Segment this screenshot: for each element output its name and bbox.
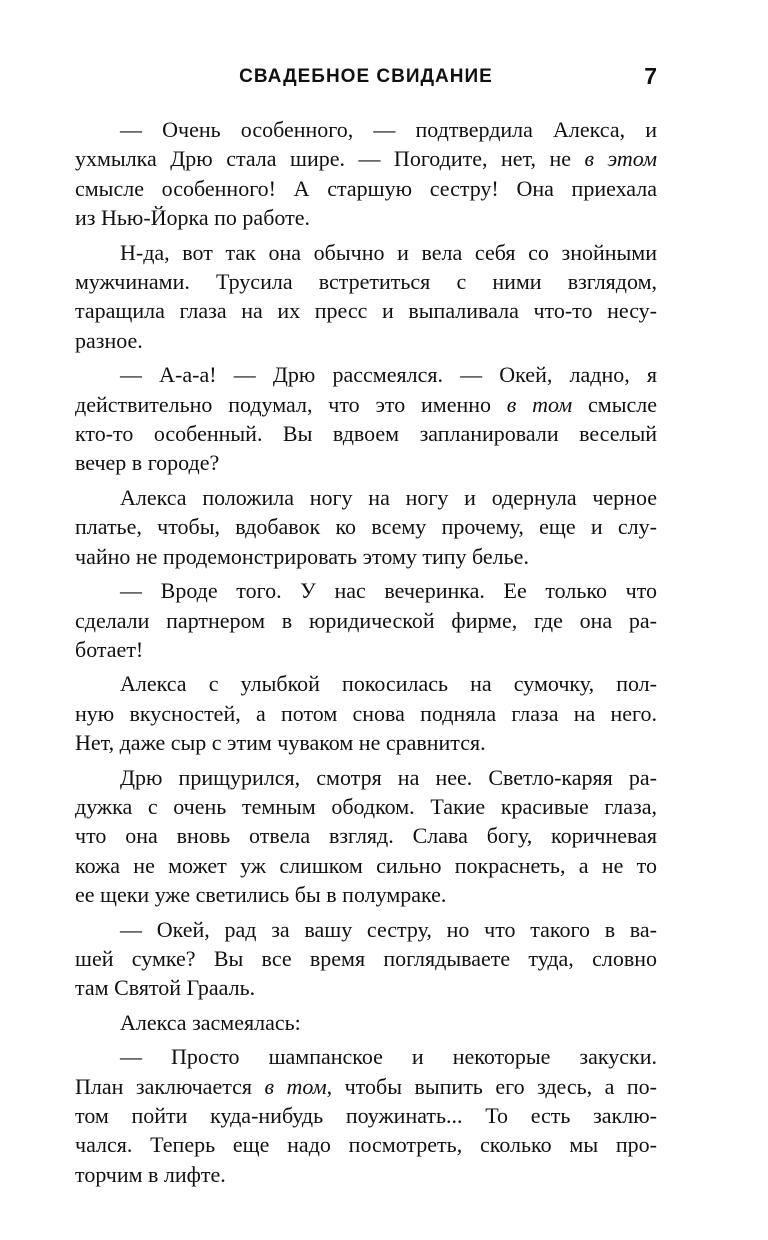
text-line: торчим в лифте.	[75, 1161, 226, 1187]
paragraph	[75, 915, 657, 1003]
body-text	[75, 115, 657, 1194]
text-line: Нет, даже сыр с этим чуваком не сравнится.	[75, 730, 486, 756]
paragraph	[75, 238, 657, 356]
text-line: из Нью-Йорка по работе.	[75, 205, 310, 231]
text-line: — Вроде того. У нас вечеринка. Ее только что	[120, 578, 657, 604]
text-line: таращила глаза на их пресс и выпаливала что-то несу-	[75, 298, 657, 324]
text-line: чайно не продемонстрировать этому типу белье.	[75, 543, 529, 569]
text-line: кожа не может уж слишком сильно покраснеть, а не то	[75, 852, 657, 878]
paragraph	[75, 360, 657, 478]
text-line: — Окей, рад за вашу сестру, но что такого в ва-	[120, 916, 657, 942]
running-header	[75, 58, 657, 98]
text-line: вечер в городе?	[75, 450, 220, 476]
page-number: 7	[644, 63, 657, 89]
text-line: Алекса засмеялась:	[120, 1009, 301, 1035]
text-line: дужка с очень темным ободком. Такие красивые глаза,	[75, 793, 657, 819]
text-line: ную вкусностей, а потом снова подняла глаза на него.	[75, 700, 657, 726]
text-line: Алекса с улыбкой покосилась на сумочку, пол-	[120, 671, 657, 697]
paragraph	[75, 1008, 657, 1037]
emphasis-text: в этом	[584, 146, 657, 172]
paragraph	[75, 576, 657, 664]
text-line: — А-а-а! — Дрю рассмеялся. — Окей, ладно, я	[120, 362, 657, 388]
text-line: мужчинами. Трусила встретиться с ними взглядом,	[75, 269, 657, 295]
text-line: том пойти куда-нибудь поужинать... То есть заклю-	[75, 1103, 657, 1128]
paragraph	[75, 1042, 657, 1189]
text-line: платье, чтобы, вдобавок ко всему прочему, еще и слу-	[75, 514, 657, 540]
paragraph	[75, 669, 657, 757]
text-line: там Святой Грааль.	[75, 975, 256, 1001]
text-line: сделали партнером в юридической фирме, где она ра-	[75, 607, 657, 633]
text-line: шей сумке? Вы все время поглядываете туда, словно	[75, 945, 657, 971]
paragraph	[75, 483, 657, 571]
text-line: Алекса положила ногу на ногу и одернула черное	[120, 484, 657, 510]
paragraph	[75, 115, 657, 233]
emphasis-text: в том	[264, 1073, 327, 1099]
text-line: ее щеки уже светились бы в полумраке.	[75, 882, 447, 908]
paragraph	[75, 763, 657, 910]
text-line: разное.	[75, 327, 143, 353]
text-line: Дрю прищурился, смотря на нее. Светло-каряя ра-	[120, 764, 657, 790]
text-line: — Очень особенного, — подтвердила Алекса, и	[120, 117, 657, 142]
text-line: План заключается в том, чтобы выпить его здесь, а по-	[75, 1073, 658, 1099]
text-line: смысле особенного! А старшую сестру! Она приехала	[75, 175, 657, 201]
text-line: Н-да, вот так она обычно и вела себя со знойными	[120, 239, 657, 265]
text-line: действительно подумал, что это именно в том смысле	[75, 391, 657, 417]
emphasis-text: в том	[506, 391, 573, 417]
text-line: ботает!	[75, 636, 144, 662]
text-line: кто-то особенный. Вы вдвоем запланировали веселый	[75, 421, 657, 447]
text-line: — Просто шампанское и некоторые закуски.	[120, 1044, 657, 1070]
text-line: ухмылка Дрю стала шире. — Погодите, нет, не в этом	[75, 146, 657, 172]
text-line: чался. Теперь еще надо посмотреть, сколько мы про-	[75, 1132, 657, 1158]
running-title: СВАДЕБНОЕ СВИДАНИЕ	[239, 66, 493, 87]
text-line: что она вновь отвела взгляд. Слава богу, коричневая	[75, 823, 657, 849]
